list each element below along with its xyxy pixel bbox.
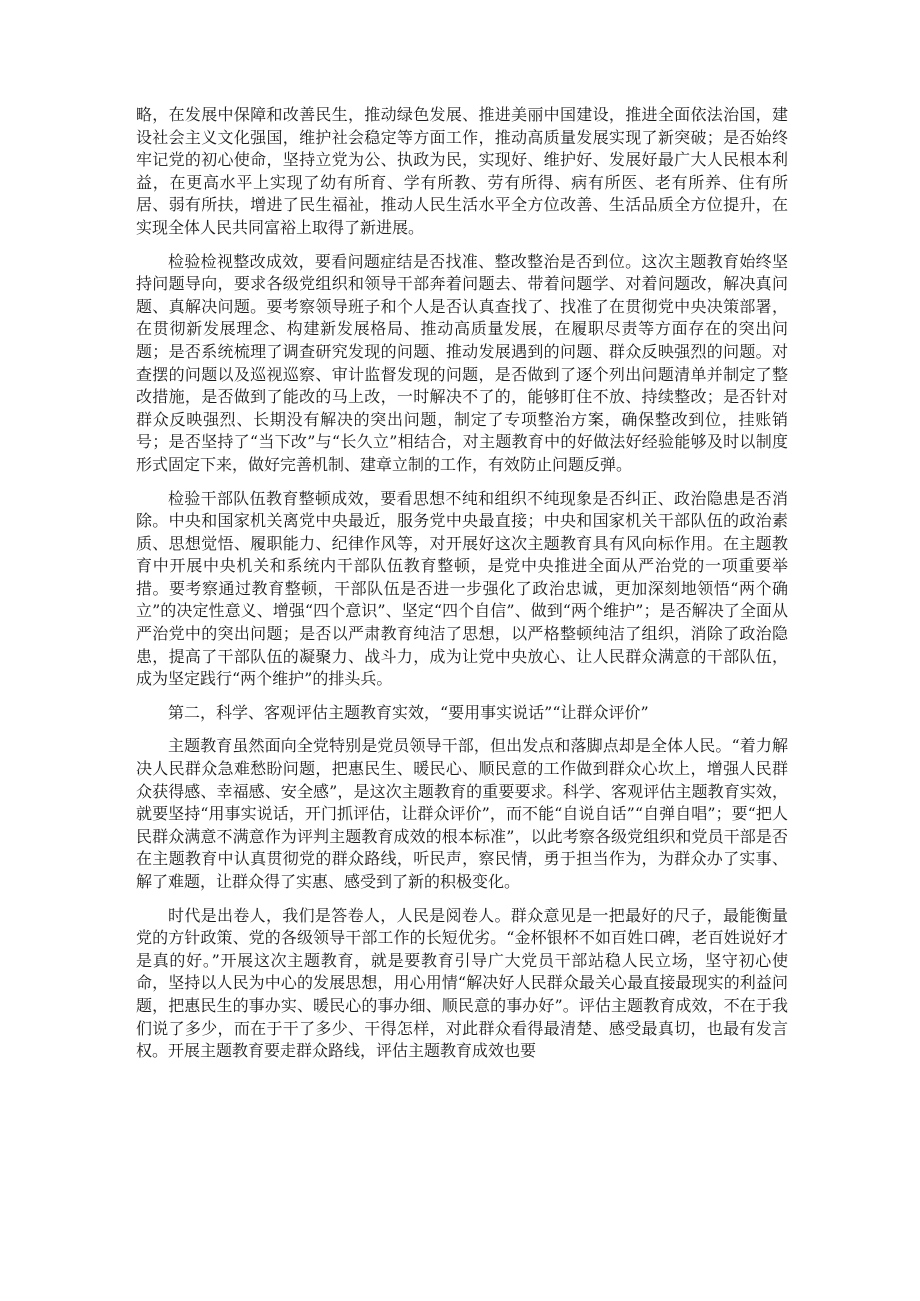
paragraph-era-exam: 时代是出卷人，我们是答卷人，人民是阅卷人。群众意见是一把最好的尺子，最能衡量党的方针政策、党的各级领导干部工作的长短优劣。“金杯银杯不如百姓口碑，老百姓说好才是真的好。”开展这次主题教育，就是要教育引导广大党员干部站稳人民立场，坚守初心使命，坚持以人民为中心的发展思想，用心用情“解决好人民群众最关心最直接最现实的利益问题，把惠民生的事办实、暖民心的事办细、顺民意的事办好”。评估主题教育成效，不在于我们说了多少，而在于干了多少、干得怎样，对此群众看得最清楚、感受最真切，也最有发言权。开展主题教育要走群众路线，评估主题教育成效也要 bbox=[136, 905, 788, 1061]
paragraph-cadre-rectification: 检验干部队伍教育整顿成效，要看思想不纯和组织不纯现象是否纠正、政治隐患是否消除。中央和国家机关离党中央最近，服务党中央最直接；中央和国家机关干部队伍的政治素质、思想觉悟、履职能力、纪律作风等，对开展好这次主题教育具有风向标作用。在主题教育中开展中央机关和系统内干部队伍教育整顿，是党中央推进全面从严治党的一项重要举措。要考察通过教育整顿，干部队伍是否进一步强化了政治忠诚，更加深刻地领悟“两个确立”的决定性意义、增强“四个意识”、坚定“四个自信”、做到“两个维护”；是否解决了全面从严治党中的突出问题；是否以严肃教育纯洁了思想，以严格整顿纯洁了组织，消除了政治隐患，提高了干部队伍的凝聚力、战斗力，成为让党中央放心、让人民群众满意的干部队伍，成为坚定践行“两个维护”的排头兵。 bbox=[136, 488, 788, 689]
paragraph-rectification-results: 检验检视整改成效，要看问题症结是否找准、整改整治是否到位。这次主题教育始终坚持问题导向，要求各级党组织和领导干部奔着问题去、带着问题学、对着问题改，解决真问题、真解决问题。要考察领导班子和个人是否认真查找了、找准了在贯彻党中央决策部署，在贯彻新发展理念、构建新发展格局、推动高质量发展，在履职尽责等方面存在的突出问题；是否系统梳理了调查研究发现的问题、推动发展遇到的问题、群众反映强烈的问题。对查摆的问题以及巡视巡察、审计监督发现的问题，是否做到了逐个列出问题清单并制定了整改措施，是否做到了能改的马上改，一时解决不了的，能够盯住不放、持续整改；是否针对群众反映强烈、长期没有解决的突出问题，制定了专项整治方案，确保整改到位，挂账销号；是否坚持了“当下改”与“长久立”相结合，对主题教育中的好做法好经验能够及时以制度形式固定下来，做好完善机制、建章立制的工作，有效防止问题反弹。 bbox=[136, 251, 788, 474]
document-page bbox=[136, 104, 788, 1074]
section-heading-second: 第二，科学、客观评估主题教育实效，“要用事实说话”“让群众评价” bbox=[168, 702, 649, 722]
paragraph-continuation: 略，在发展中保障和改善民生，推动绿色发展、推进美丽中国建设，推进全面依法治国，建设社会主义文化强国，维护社会稳定等方面工作，推动高质量发展实现了新突破；是否始终牢记党的初心使命，坚持立党为公、执政为民，实现好、维护好、发展好最广大人民根本利益，在更高水平上实现了幼有所育、学有所教、劳有所得、病有所医、老有所养、住有所居、弱有所扶，增进了民生福祉，推动人民生活水平全方位改善、生活品质全方位提升，在实现全体人民共同富裕上取得了新进展。 bbox=[136, 105, 788, 237]
paragraph-people-centered: 主题教育虽然面向全党特别是党员领导干部，但出发点和落脚点却是全体人民。“着力解决人民群众急难愁盼问题，把惠民生、暖民心、顺民意的工作做到群众心坎上，增强人民群众获得感、幸福感、安全感”，是这次主题教育的重要要求。科学、客观评估主题教育实效，就要坚持“用事实说话，开门抓评估，让群众评价”，而不能“自说自话”“自弹自唱”；要“把人民群众满意不满意作为评判主题教育成效的根本标准”，以此考察各级党组织和党员干部是否在主题教育中认真贯彻党的群众路线，听民声，察民情，勇于担当作为，为群众办了实事、解了难题，让群众得了实惠、感受到了新的积极变化。 bbox=[136, 736, 788, 891]
